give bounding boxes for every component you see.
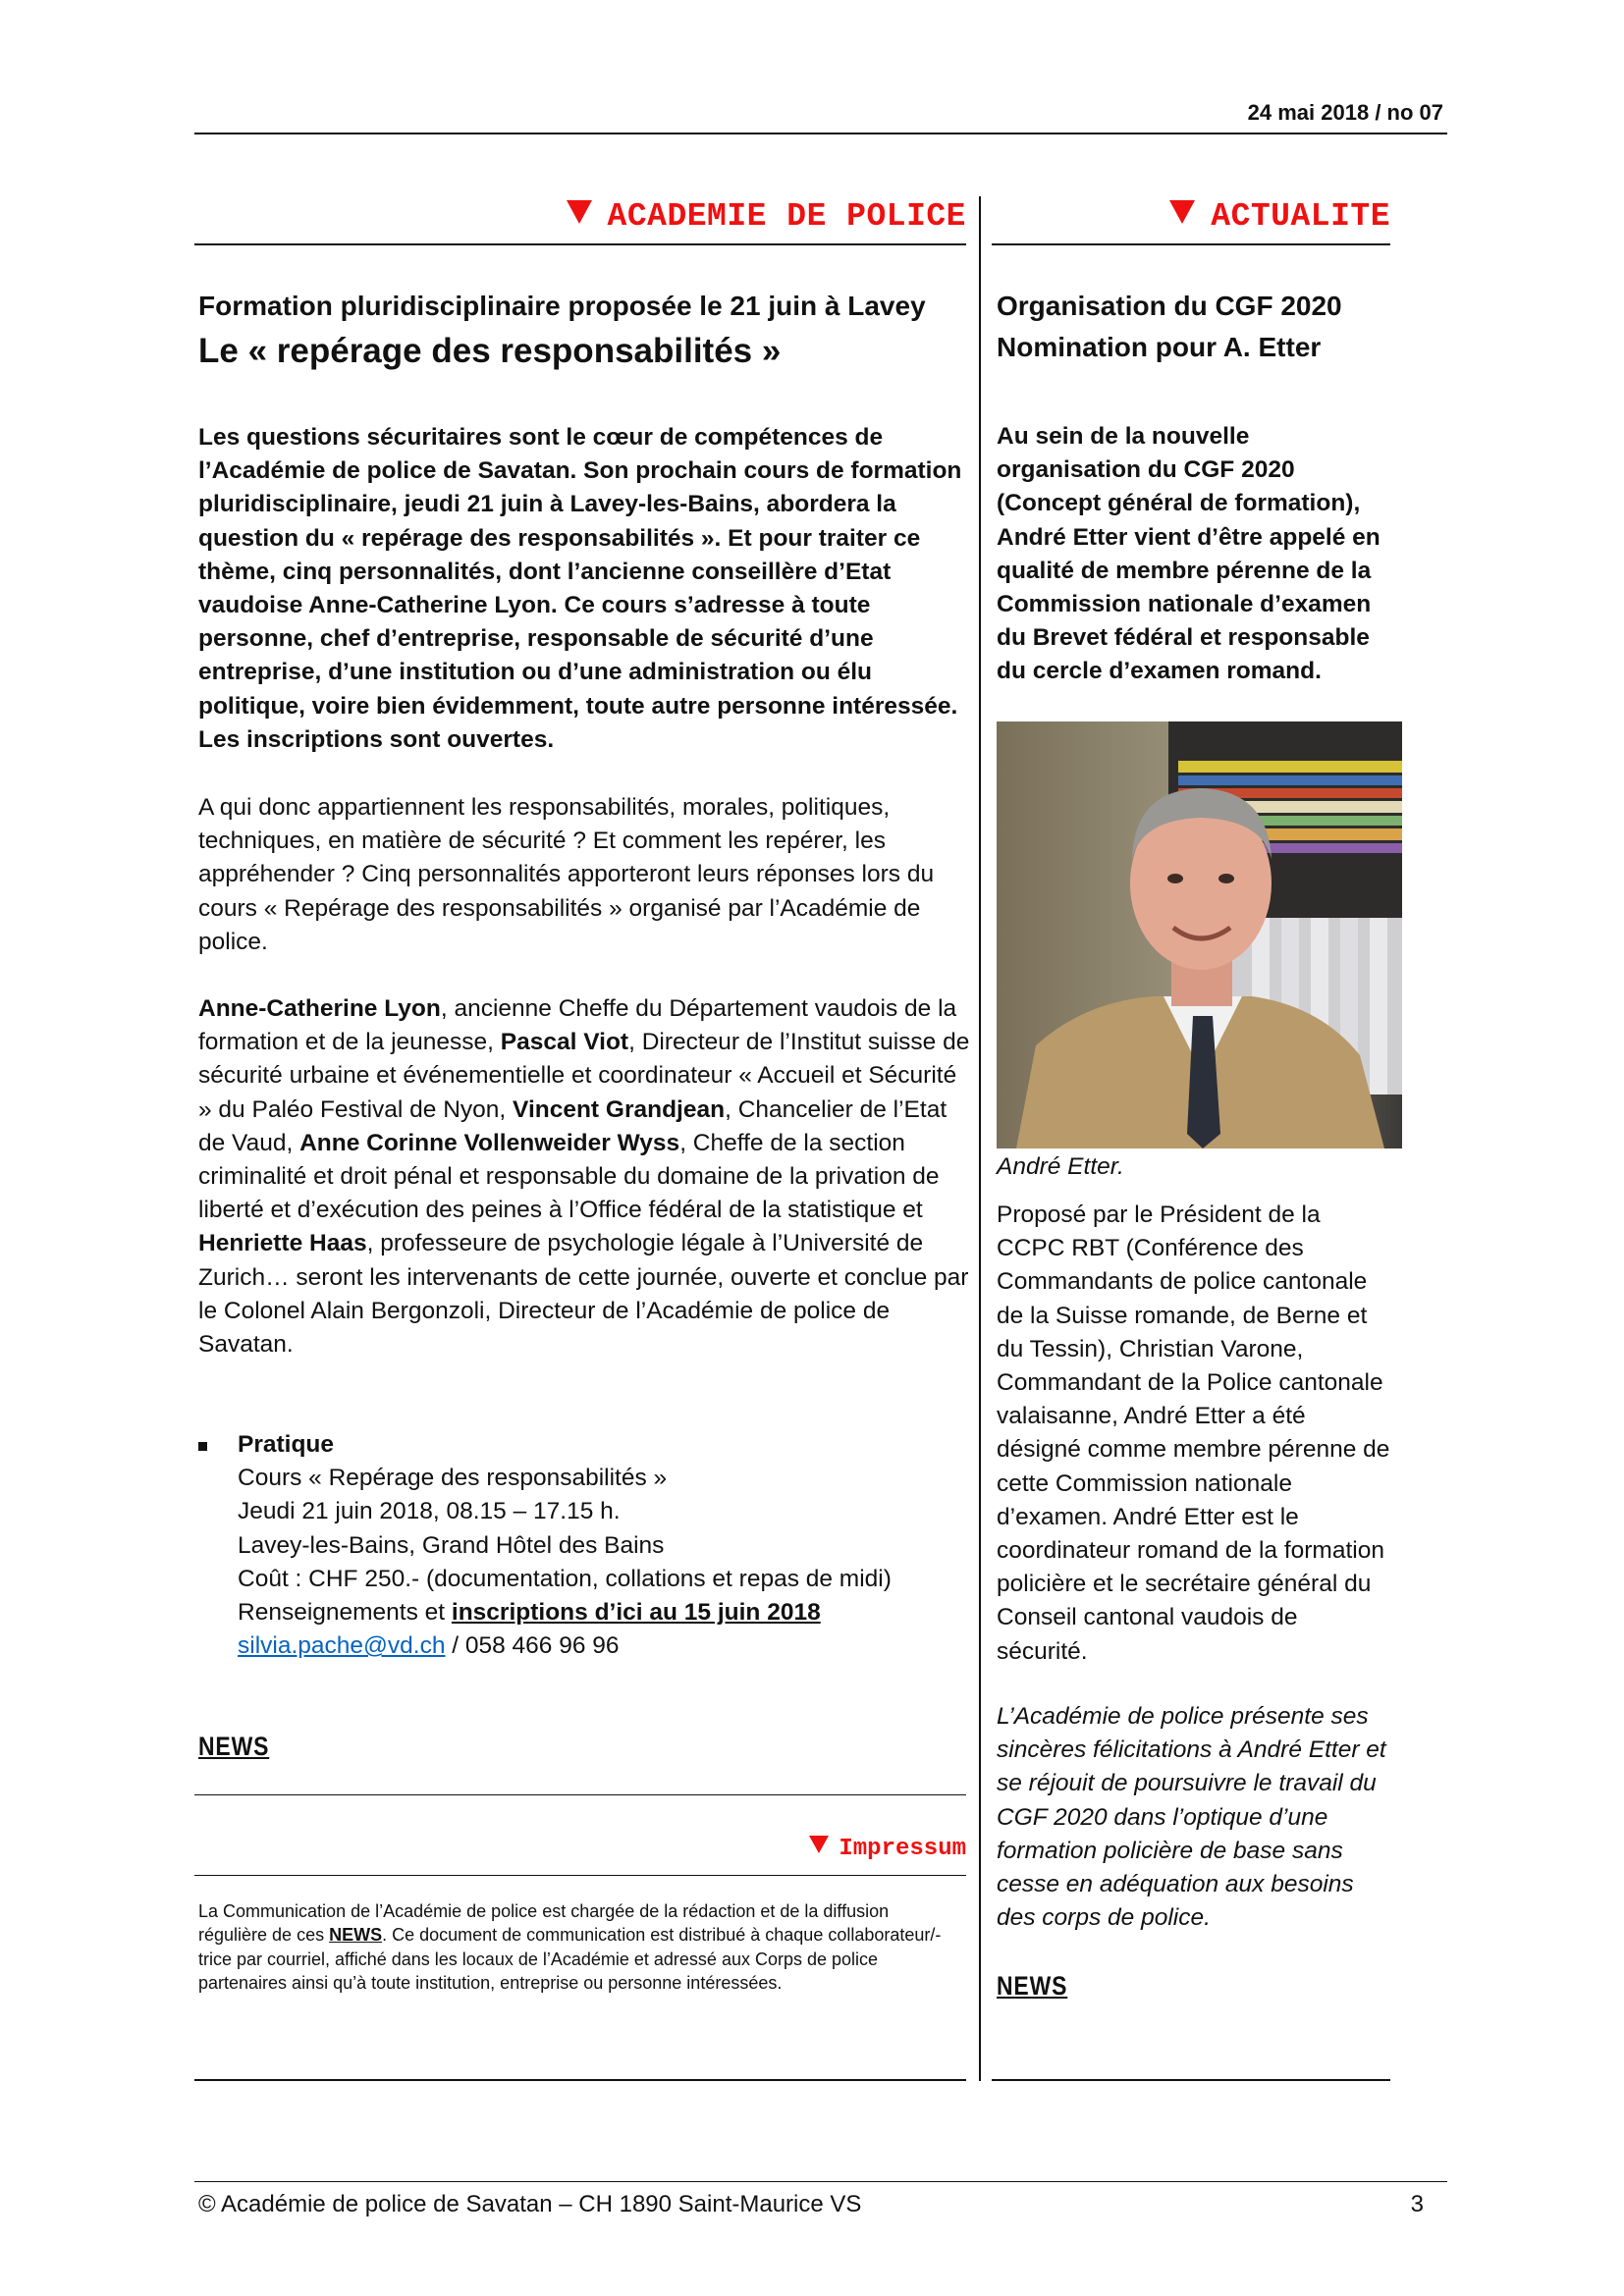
news-logo: NEWS [198, 1732, 270, 1761]
impressum-text: La Communication de l’Académie de police est chargée de la rédaction et de la diffusion régulière de ces NEWS. Ce document de communication est distribué à chaque collaborateur/-trice par courriel, affiché dans les locaux de l’Académie et adressé aux Corps de police partenaires ainsi qu’à toute institution, entreprise ou personne intéressées. [198, 1901, 942, 1993]
article-kicker: Organisation du CGF 2020 [997, 291, 1342, 321]
triangle-down-icon [809, 1836, 829, 1853]
column-bottom-rule [992, 2079, 1390, 2081]
article-paragraph: A qui donc appartiennent les responsabilités, morales, politiques, techniques, en matière de sécurité ? Et comment les repérer, les appréhender ? Cinq personnalités apporteront leurs réponses lors du cours « Repérage des responsabilités » organisé par l’Académie de police. [198, 794, 935, 955]
column-divider [979, 196, 981, 2081]
section-label: ACTUALITE [1211, 198, 1390, 235]
pratique-line: Jeudi 21 juin 2018, 08.15 – 17.15 h. [238, 1498, 621, 1525]
article-paragraph: Proposé par le Président de la CCPC RBT (Conférence des Commandants de police cantonale de la Suisse romande, de Berne et du Tessin), Christian Varone, Commandant de la Police cantonale valaisanne, André Etter a été désigné comme membre pérenne de cette Commission nationale d’examen. André Etter est le coordinateur romand de la formation policière et le secrétaire général du Conseil cantonal vaudois de sécurité. [997, 1201, 1390, 1665]
divider [194, 1875, 966, 1876]
section-rule [194, 243, 966, 245]
pratique-line: Cours « Repérage des responsabilités » [238, 1465, 668, 1492]
page-number: 3 [1410, 2191, 1424, 2217]
speaker-name: Anne-Catherine Lyon [198, 995, 441, 1022]
section-heading-right [992, 198, 1390, 235]
header-rule [194, 133, 1447, 134]
section-label: ACADEMIE DE POLICE [607, 198, 966, 235]
bullet-icon [198, 1442, 207, 1451]
article-lead: Au sein de la nouvelle organisation du CGF 2020 (Concept général de formation), André Etter vient d’être appelé en qualité de membre pérenne de la Commission nationale d’examen du Brevet fédéral et responsable du cercle d’examen romand. [997, 423, 1380, 685]
news-inline: NEWS [329, 1925, 383, 1946]
footer-rule [194, 2181, 1447, 2182]
registration-deadline: inscriptions d’ici au 15 juin 2018 [451, 1599, 821, 1627]
triangle-down-icon [1169, 200, 1195, 224]
article-paragraph-italic: L’Académie de police présente ses sincères félicitations à André Etter et se réjouit de poursuivre le travail du CGF 2020 dans l’optique d’une formation policière de base sans cesse en adéquation aux besoins des corps de police. [997, 1703, 1386, 1932]
article-title: Nomination pour A. Etter [997, 332, 1322, 362]
pratique-line: Lavey-les-Bains, Grand Hôtel des Bains [238, 1531, 665, 1559]
triangle-down-icon [567, 200, 592, 224]
photo-caption: André Etter. [997, 1153, 1124, 1180]
issue-date: 24 mai 2018 / no 07 [1247, 100, 1443, 125]
footer-copyright: © Académie de police de Savatan – CH 1890 Saint-Maurice VS [198, 2191, 862, 2217]
section-heading-left [194, 198, 966, 235]
speakers-paragraph: Anne-Catherine Lyon, ancienne Cheffe du Département vaudois de la formation et de la jeunesse, Pascal Viot, Directeur de l’Institut suisse de sécurité urbaine et événementielle et coordinateur « Accueil et Sécurité » du Paléo Festival de Nyon, Vincent Grandjean, Chancelier de l’Etat de Vaud, Anne Corinne Vollenweider Wyss, Cheffe de la section criminalité et droit pénal et responsable du domaine de la privation de liberté et d’exécution des peines à l’Office fédéral de la statistique et Henriette Haas, professeure de psychologie légale à l’Université de Zurich… seront les intervenants de cette journée, ouverte et conclue par le Colonel Alain Bergonzoli, Directeur de l’Académie de police de Savatan. [198, 995, 970, 1359]
phone-number: / 058 466 96 96 [445, 1632, 620, 1660]
email-link[interactable]: silvia.pache@vd.ch [238, 1632, 446, 1660]
article-kicker: Formation pluridisciplinaire proposée le 21 juin à Lavey [198, 291, 926, 321]
news-logo: NEWS [997, 1971, 1068, 2001]
pratique-heading: Pratique [238, 1431, 335, 1458]
pratique-line: Coût : CHF 250.- (documentation, collations et repas de midi) [238, 1565, 892, 1592]
divider [194, 1794, 966, 1795]
speaker-name: Pascal Viot [500, 1029, 629, 1056]
article-lead: Les questions sécuritaires sont le cœur de compétences de l’Académie de police de Savatan. Son prochain cours de formation pluridisciplinaire, jeudi 21 juin à Lavey-les-Bains, abordera la question du « repérage des responsabilités ». Et pour traiter ce thème, cinq personnalités, dont l’ancienne conseillère d’Etat vaudoise Anne-Catherine Lyon. Ce cours s’adresse à toute personne, chef d’entreprise, responsable de sécurité d’une entreprise, d’une institution ou d’une administration ou élu politique, voire bien évidemment, toute autre personne intéressée. Les inscriptions sont ouvertes. [198, 424, 962, 753]
section-rule [992, 243, 1390, 245]
article-title: Le « repérage des responsabilités » [198, 332, 782, 370]
pratique-block: Pratique Cours « Repérage des responsabilités » Jeudi 21 juin 2018, 08.15 – 17.15 h. Lavey-les-Bains, Grand Hôtel des Bains Coût : CHF 250.- (documentation, collations et repas de midi) Renseignements et inscriptions d’ici au 15 juin 2018 silvia.pache@vd.ch / 058 466 96 96 [198, 1428, 974, 1663]
speaker-name: Vincent Grandjean [513, 1095, 726, 1123]
portrait-photo [997, 721, 1402, 1148]
impressum-heading: Impressum [687, 1836, 966, 1862]
portrait-illustration [997, 721, 1402, 1148]
speaker-name: Anne Corinne Vollenweider Wyss [299, 1129, 680, 1156]
column-bottom-rule [194, 2079, 966, 2081]
speaker-name: Henriette Haas [198, 1230, 367, 1257]
